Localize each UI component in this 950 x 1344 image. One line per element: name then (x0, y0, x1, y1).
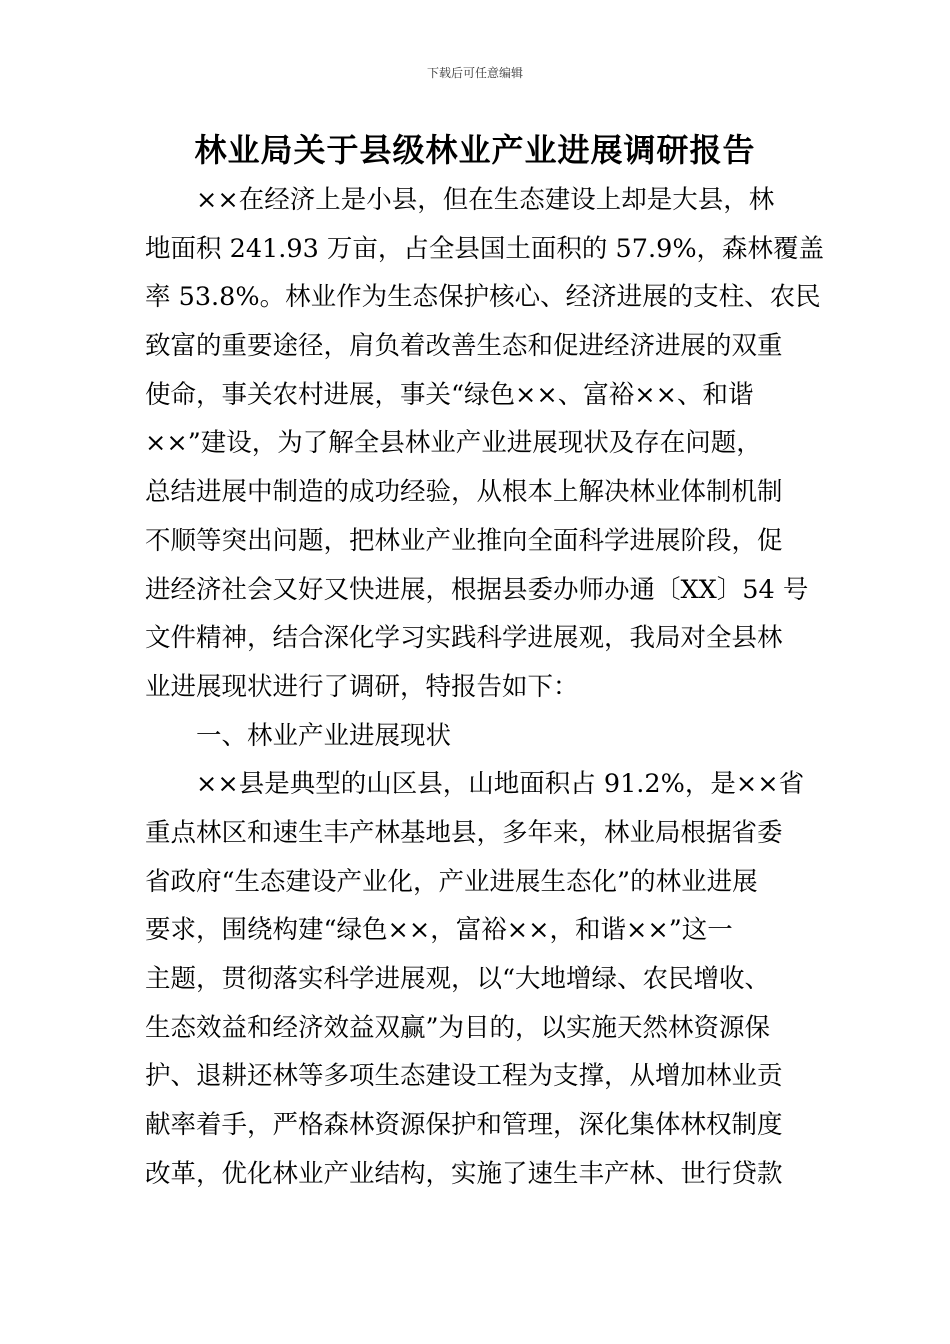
text-line: 致富的重要途径，肩负着改善生态和促进经济进展的双重 (145, 331, 783, 362)
text-line: ××县是典型的山区县，山地面积占 91.2%，是××省 (145, 769, 805, 800)
text-line: 不顺等突出问题，把林业产业推向全面科学进展阶段，促 (145, 525, 783, 556)
document-title: 林业局关于县级林业产业进展调研报告 (194, 131, 756, 169)
text-line: 护、退耕还林等多项生态建设工程为支撑，从增加林业贡 (145, 1061, 783, 1092)
text-line: 地面积 241.93 万亩，占全县国土面积的 57.9%，森林覆盖 (145, 233, 825, 264)
body-text (145, 176, 825, 1198)
text-line: 业进展现状进行了调研，特报告如下： (145, 671, 579, 702)
text-line: 省政府“生态建设产业化，产业进展生态化”的林业进展 (145, 866, 758, 897)
text-line: 文件精神，结合深化学习实践科学进展观，我局对全县林 (145, 623, 783, 654)
section-heading: 一、林业产业进展现状 (145, 720, 452, 751)
text-line: ××”建设，为了解全县林业产业进展现状及存在问题， (145, 428, 762, 459)
text-line: 使命，事关农村进展，事关“绿色××、富裕××、和谐 (145, 379, 754, 410)
text-line: ××在经济上是小县，但在生态建设上却是大县，林 (145, 185, 775, 215)
text-line: 献率着手，严格森林资源保护和管理，深化集体林权制度 (145, 1110, 783, 1141)
text-line: 要求，围绕构建“绿色××，富裕××，和谐××”这一 (145, 915, 733, 946)
text-line: 改革，优化林业产业结构，实施了速生丰产林、世行贷款 (145, 1158, 783, 1189)
header-note: 下载后可任意编辑 (426, 66, 523, 80)
text-line: 生态效益和经济效益双赢”为目的，以实施天然林资源保 (145, 1012, 771, 1043)
text-line: 主题，贯彻落实科学进展观，以“大地增绿、农民增收、 (145, 964, 771, 994)
text-line: 总结进展中制造的成功经验，从根本上解决林业体制机制 (145, 477, 783, 508)
text-line: 率 53.8%。林业作为生态保护核心、经济进展的支柱、农民 (145, 282, 821, 313)
text-line: 进经济社会又好又快进展，根据县委办师办通〔XX〕54 号 (145, 574, 809, 605)
text-line: 重点林区和速生丰产林基地县，多年来，林业局根据省委 (145, 817, 783, 848)
